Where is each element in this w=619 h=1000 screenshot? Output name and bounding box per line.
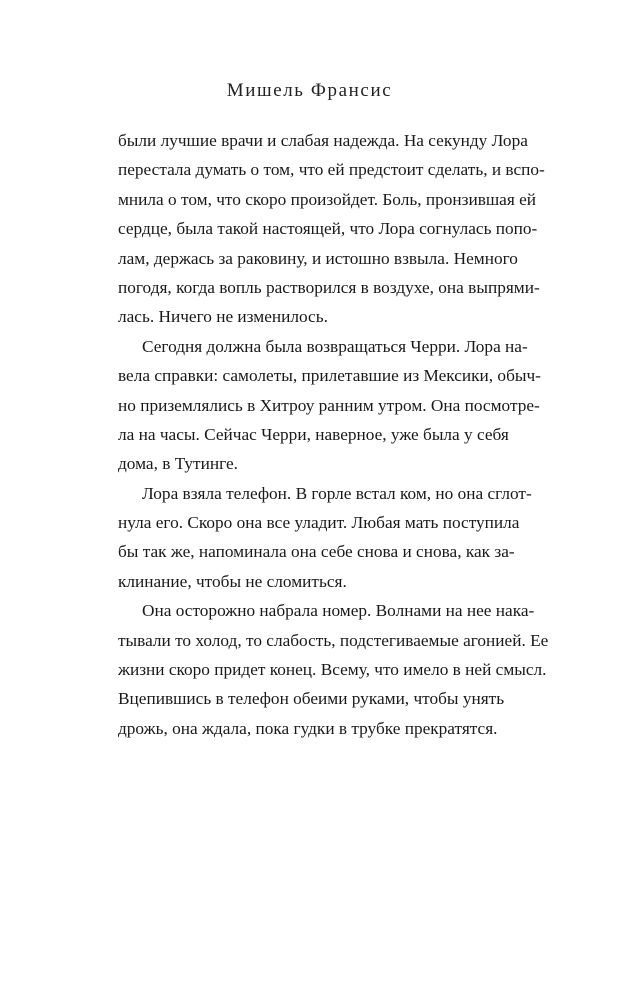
text-line: перестала думать о том, что ей предстоит сделать, и вспо- bbox=[118, 160, 545, 180]
text-line: мнила о том, что скоро произойдет. Боль, пронзившая ей bbox=[118, 189, 537, 209]
text-line: Сегодня должна была возвращаться Черри. Лора на- bbox=[142, 336, 528, 356]
text-line: бы так же, напоминала она себе снова и снова, как за- bbox=[118, 542, 515, 562]
text-line: вела справки: самолеты, прилетавшие из Мексики, обыч- bbox=[118, 366, 541, 386]
text-line: Она осторожно набрала номер. Волнами на нее нака- bbox=[142, 601, 535, 621]
text-line: лам, держась за раковину, и истошно взвыла. Немного bbox=[118, 248, 518, 268]
text-line: лась. Ничего не изменилось. bbox=[118, 307, 328, 327]
text-line: были лучшие врачи и слабая надежда. На секунду Лора bbox=[118, 131, 528, 150]
running-head-author: Мишель Франсис bbox=[226, 80, 393, 101]
text-line: дома, в Тутинге. bbox=[118, 454, 238, 474]
text-line: клинание, чтобы не сломиться. bbox=[118, 571, 347, 591]
text-line: дрожь, она ждала, пока гудки в трубке прекратятся. bbox=[118, 718, 498, 738]
text-line: нула его. Скоро она все уладит. Любая мать поступила bbox=[118, 513, 520, 533]
text-line: погодя, когда вопль растворился в воздухе, она выпрями- bbox=[118, 277, 540, 297]
text-line: Лора взяла телефон. В горле встал ком, но она сглот- bbox=[142, 483, 532, 503]
text-line: сердце, была такой настоящей, что Лора согнулась попо- bbox=[118, 219, 538, 239]
body-text bbox=[118, 126, 549, 743]
text-line: Вцепившись в телефон обеими руками, чтобы унять bbox=[118, 689, 505, 709]
text-line: жизни скоро придет конец. Всему, что имело в ней смысл. bbox=[118, 660, 547, 680]
text-line: но приземлялись в Хитроу ранним утром. Она посмотре- bbox=[118, 395, 540, 415]
text-line: ла на часы. Сейчас Черри, наверное, уже была у себя bbox=[118, 424, 509, 444]
text-line: тывали то холод, то слабость, подстегиваемые агонией. Ее bbox=[118, 630, 549, 650]
